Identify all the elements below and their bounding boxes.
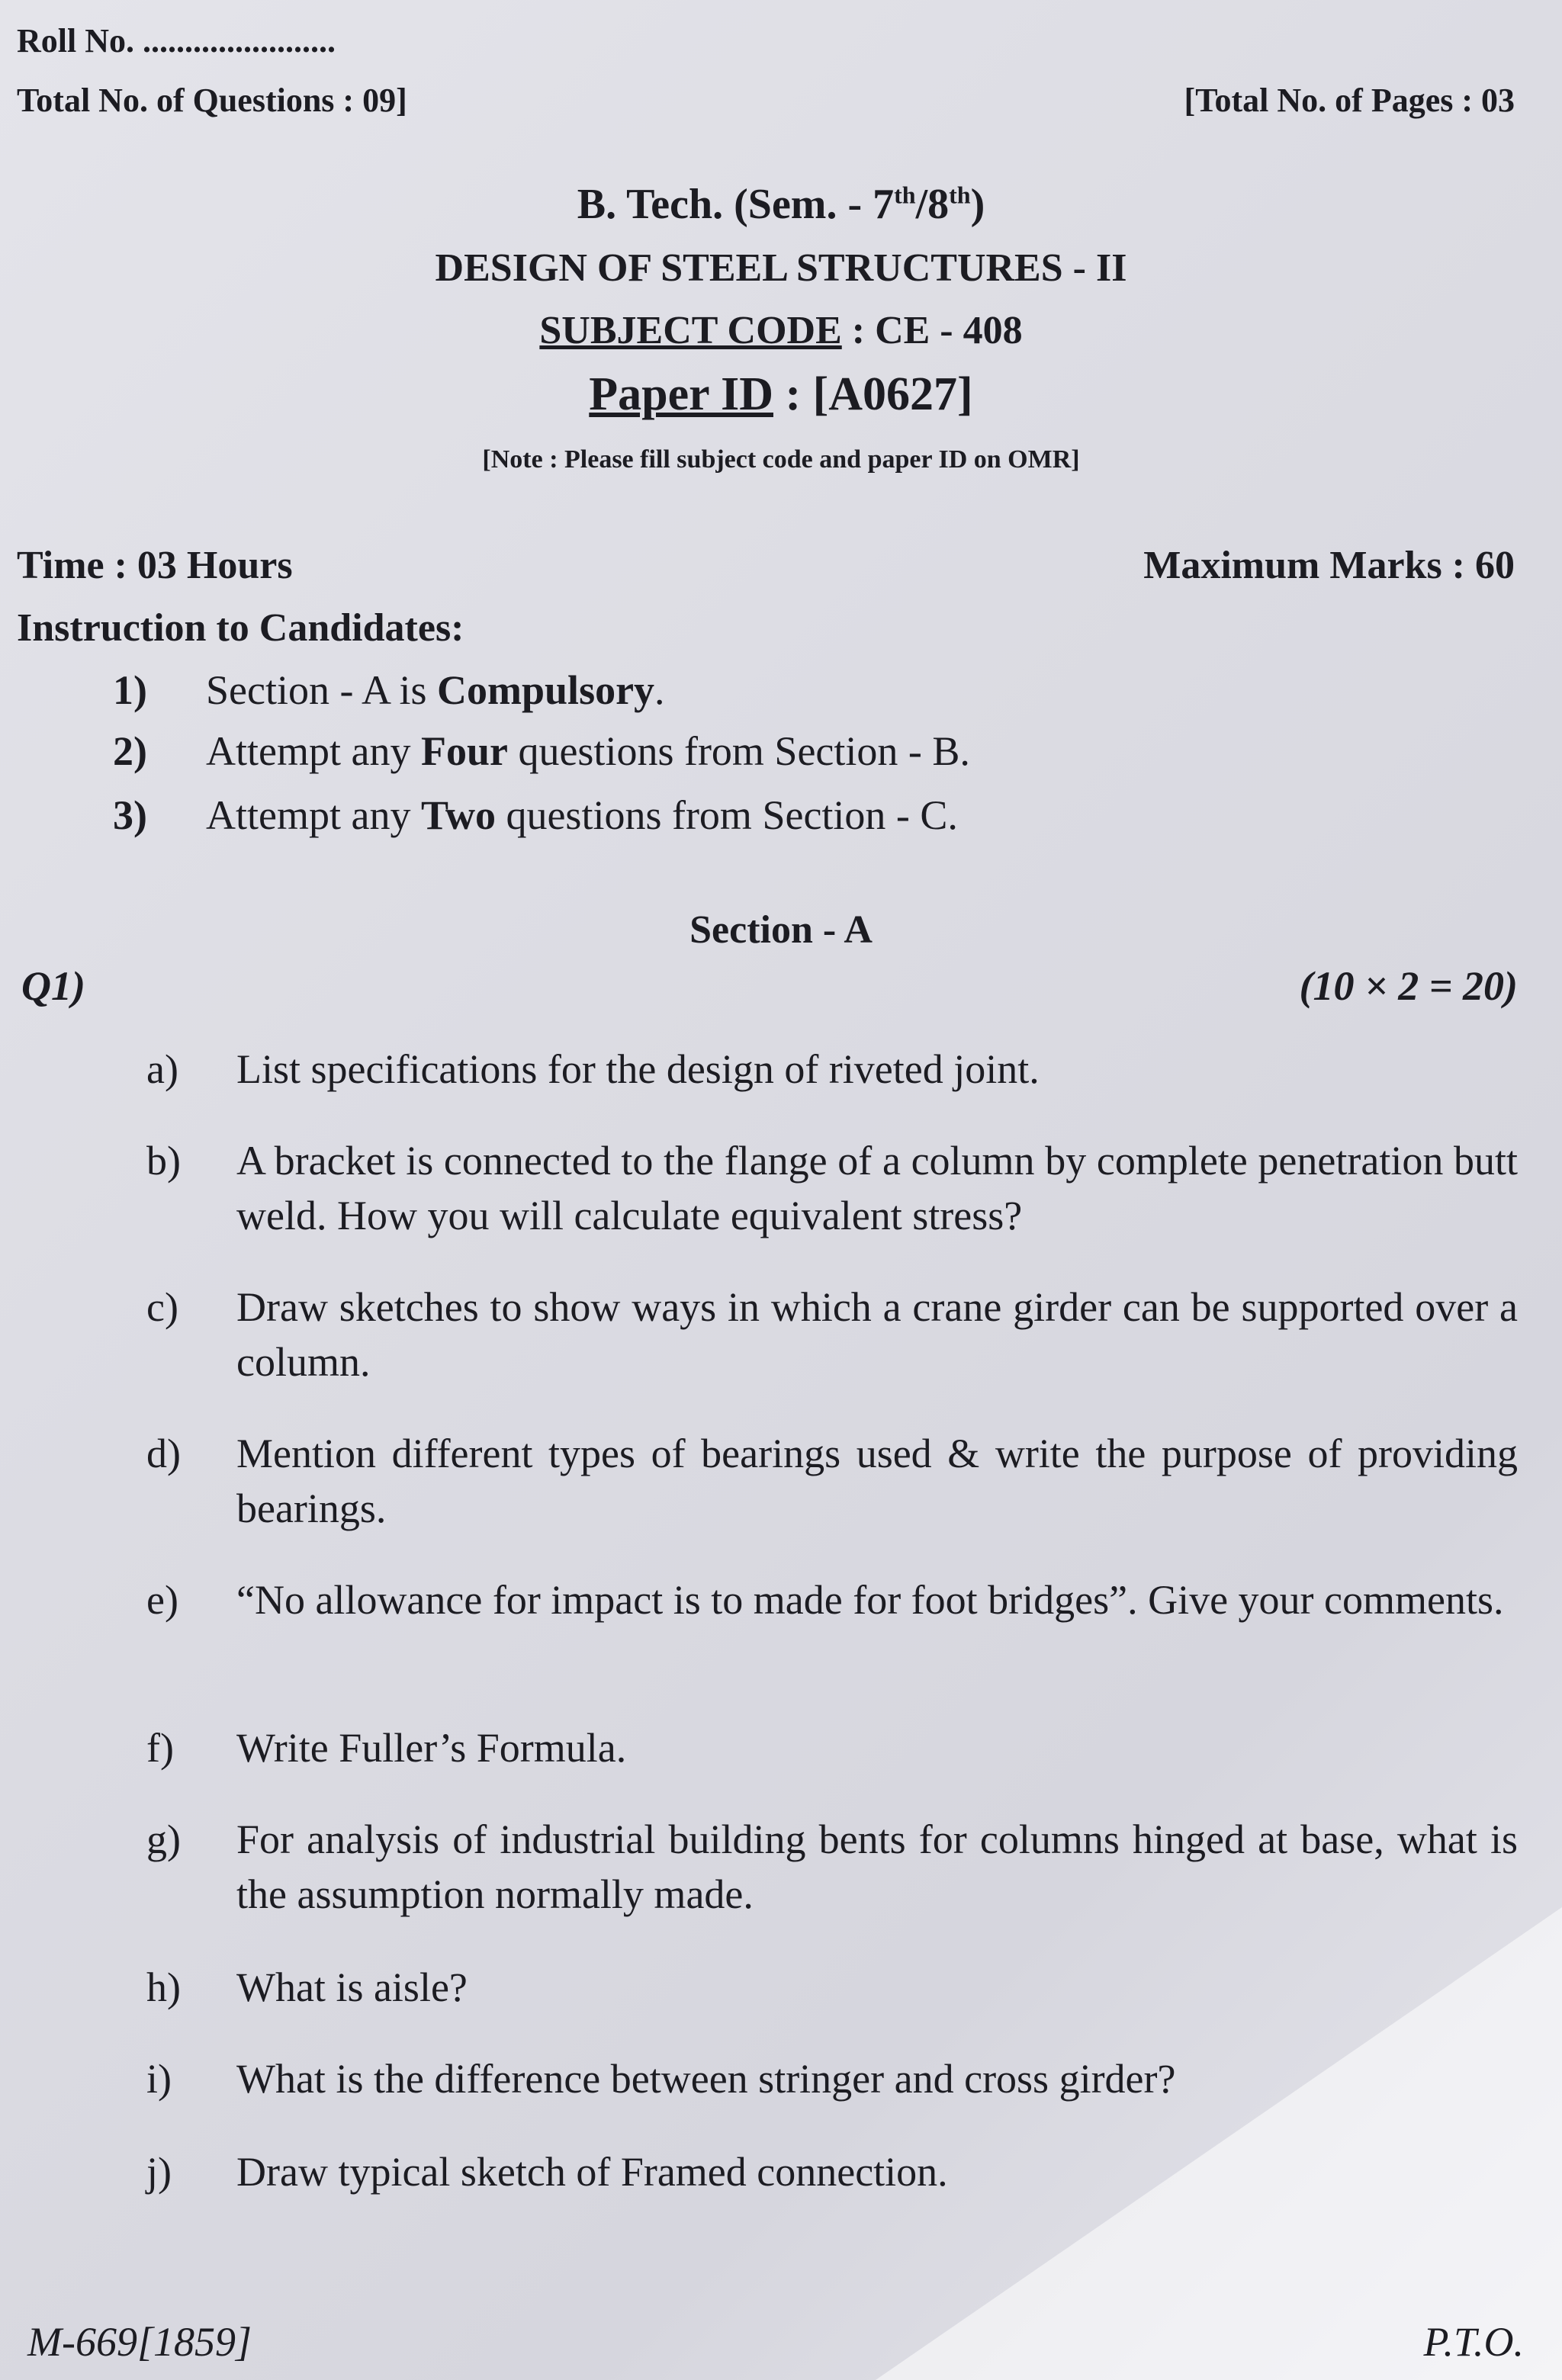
pto-footer: P.T.O. [1423,2319,1524,2365]
instruction-item [113,666,665,714]
paper-id-label: Paper ID [589,368,773,420]
paper-id-value: : [A0627] [773,368,973,420]
paper-code-footer: M-669[1859] [27,2319,252,2365]
paper-id [0,368,1562,422]
section-a-heading: Section - A [689,908,873,952]
instruction-text: Section - A is [206,667,438,713]
maximum-marks: Maximum Marks : 60 [1143,544,1515,587]
item-text: What is the difference between stringer and cross girder? [236,2056,1176,2102]
omr-note: [Note : Please fill subject code and paper ID on OMR] [482,445,1080,474]
item-text: For analysis of industrial building bents for columns hinged at base, what is the assumption normally made. [236,1816,1518,1917]
instruction-emphasis: Two [420,792,496,838]
item-text: A bracket is connected to the flange of a column by complete penetration butt weld. How you will calculate equivalent stress? [236,1138,1518,1238]
item-label: a) [146,1046,178,1092]
item-text: Draw typical sketch of Framed connection. [236,2149,948,2195]
instruction-number: 2) [113,728,147,774]
question-item [146,1133,1518,1243]
question-item [146,1280,1518,1389]
course-sup-1: th [894,181,916,209]
question-item [146,1572,1518,1627]
roll-number-field: Roll No. ....................... [17,22,336,59]
course-sup-2: th [949,181,971,209]
exam-time: Time : 03 Hours [17,544,293,587]
instruction-number: 1) [113,667,147,713]
course-prefix: B. Tech. (Sem. - 7 [577,181,895,228]
item-label: e) [146,1577,178,1623]
item-label: h) [146,1964,181,2010]
instruction-item [113,792,958,839]
instruction-text: Attempt any [206,792,421,838]
subject-code-value: : CE - 408 [841,309,1023,352]
item-label: i) [146,2056,172,2102]
instruction-emphasis: Compulsory [437,667,655,713]
question-item [146,2051,1518,2106]
item-label: j) [146,2149,172,2195]
item-text: Mention different types of bearings used & write the purpose of providing bearings. [236,1431,1518,1531]
item-label: g) [146,1816,181,1862]
instructions-heading: Instruction to Candidates: [17,606,464,650]
item-text: List specifications for the design of riveted joint. [236,1046,1040,1092]
course-sep: /8 [915,181,950,228]
instruction-text-end: . [654,667,665,713]
item-label: b) [146,1138,181,1184]
question-item [146,1426,1518,1536]
item-label: d) [146,1431,181,1476]
subject-title: DESIGN OF STEEL STRUCTURES - II [435,246,1127,290]
instruction-text-end: questions from Section - B. [507,728,970,774]
instruction-item [113,727,970,775]
instruction-text-end: questions from Section - C. [495,792,958,838]
item-label: f) [146,1725,174,1771]
question-item [146,1720,1518,1775]
subject-code-label: SUBJECT CODE [539,309,842,352]
instruction-number: 3) [113,792,147,838]
item-text: What is aisle? [236,1964,468,2010]
question-marks: (10 × 2 = 20) [1299,963,1518,1009]
total-pages: [Total No. of Pages : 03 [1184,82,1515,119]
item-text: “No allowance for impact is to made for foot bridges”. Give your comments. [236,1577,1504,1623]
item-text: Write Fuller’s Formula. [236,1725,627,1771]
question-item [146,1960,1518,2015]
question-item [146,1042,1518,1097]
item-text: Draw sketches to show ways in which a crane girder can be supported over a column. [236,1284,1518,1385]
instruction-text: Attempt any [206,728,421,774]
total-questions: Total No. of Questions : 09] [17,82,407,119]
item-label: c) [146,1284,178,1330]
course-title [0,180,1562,229]
question-item [146,1812,1518,1922]
course-suffix: ) [970,181,985,228]
subject-code [0,308,1562,353]
instruction-emphasis: Four [420,728,508,774]
question-item [146,2144,1518,2199]
question-label: Q1) [21,963,85,1009]
